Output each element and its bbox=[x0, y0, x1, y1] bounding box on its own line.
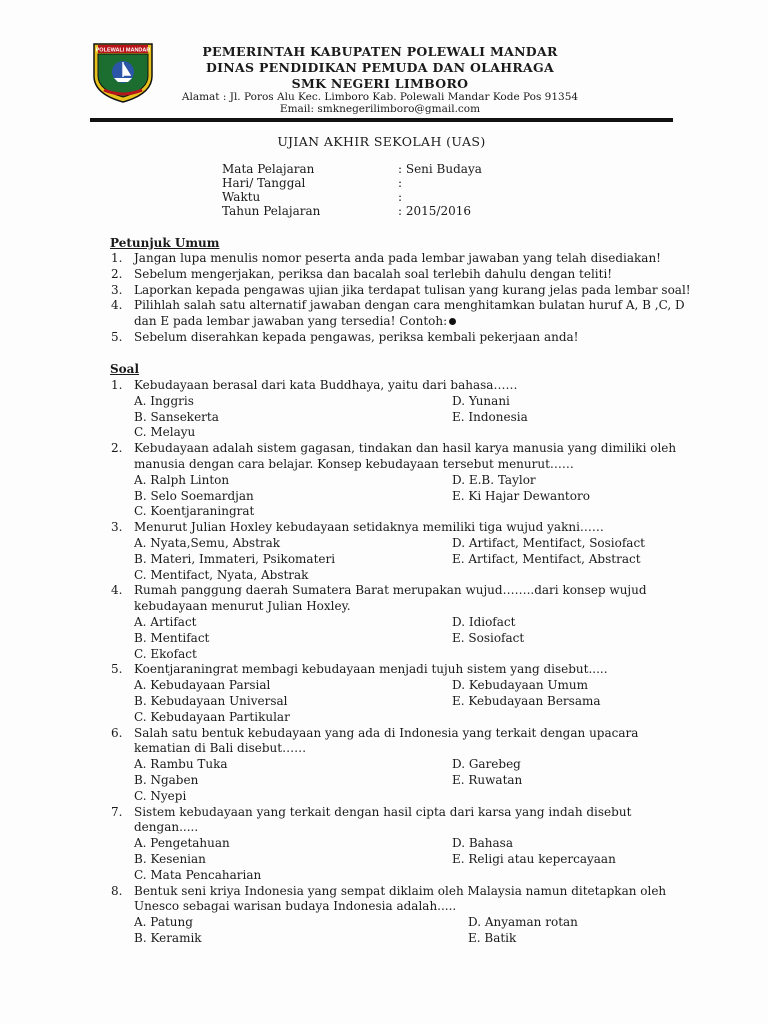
questions-heading: Soal bbox=[110, 362, 140, 376]
question-text: Bentuk seni kriya Indonesia yang sempat diklaim oleh Malaysia namun ditetapkan oleh bbox=[134, 883, 667, 898]
info-value: : Seni Budaya bbox=[398, 162, 482, 176]
header-divider bbox=[90, 118, 673, 122]
info-label: Hari/ Tanggal bbox=[222, 176, 306, 190]
option-a: A. Nyata,Semu, Abstrak bbox=[134, 536, 281, 550]
question-text: kematian di Bali disebut…… bbox=[134, 741, 307, 756]
instruction-number: 4. bbox=[111, 298, 123, 313]
option-d: D. Idiofact bbox=[452, 615, 516, 629]
option-b: B. Kebudayaan Universal bbox=[134, 694, 288, 708]
info-label: Waktu bbox=[222, 190, 261, 204]
option-b: B. Materi, Immateri, Psikomateri bbox=[134, 551, 336, 566]
option-a: A. Ralph Linton bbox=[134, 472, 230, 487]
question-number: 7. bbox=[111, 804, 123, 819]
option-e: E. Kebudayaan Bersama bbox=[452, 694, 601, 708]
question-text: Kebudayaan adalah sistem gagasan, tindakan dan hasil karya manusia yang dimiliki oleh bbox=[134, 441, 677, 456]
instruction-text: Laporkan kepada pengawas ujian jika terdapat tulisan yang kurang jelas pada lembar soal! bbox=[134, 282, 691, 297]
header-department: DINAS PENDIDIKAN PEMUDA DAN OLAHRAGA bbox=[205, 60, 555, 75]
option-b: B. Selo Soemardjan bbox=[134, 488, 254, 503]
question-number: 6. bbox=[111, 725, 123, 740]
option-d: D. Anyaman rotan bbox=[468, 915, 578, 930]
option-e: E. Artifact, Mentifact, Abstract bbox=[452, 551, 641, 566]
question-number: 1. bbox=[111, 378, 123, 392]
question-text: Salah satu bentuk kebudayaan yang ada di Indonesia yang terkait dengan upacara bbox=[134, 725, 639, 740]
instructions-heading: Petunjuk Umum bbox=[110, 236, 220, 250]
info-label: Mata Pelajaran bbox=[222, 162, 315, 176]
option-b: B. Sansekerta bbox=[134, 409, 219, 424]
option-c: C. Mentifact, Nyata, Abstrak bbox=[134, 567, 309, 582]
option-d: D. Artifact, Mentifact, Sosiofact bbox=[452, 536, 646, 550]
question-number: 4. bbox=[111, 583, 123, 598]
header-government: PEMERINTAH KABUPATEN POLEWALI MANDAR bbox=[202, 44, 558, 59]
info-value: : 2015/2016 bbox=[398, 204, 471, 218]
info-value: : bbox=[398, 190, 403, 204]
option-b: B. Kesenian bbox=[134, 852, 206, 866]
option-c: C. Kebudayaan Partikular bbox=[134, 709, 290, 724]
option-c: C. Ekofact bbox=[134, 646, 197, 661]
example-filled-bubble-icon bbox=[449, 318, 456, 325]
question-text: Sistem kebudayaan yang terkait dengan hasil cipta dari karsa yang indah disebut bbox=[134, 804, 632, 819]
regency-logo bbox=[90, 42, 156, 104]
question-number: 3. bbox=[111, 520, 123, 535]
instruction-text: dan E pada lembar jawaban yang tersedia! Contoh: bbox=[134, 314, 456, 328]
option-a: A. Inggris bbox=[134, 393, 194, 408]
exam-title: UJIAN AKHIR SEKOLAH (UAS) bbox=[277, 134, 486, 149]
option-b: B. Mentifact bbox=[134, 630, 210, 645]
question-text: Rumah panggung daerah Sumatera Barat merupakan wujud……..dari konsep wujud bbox=[134, 583, 647, 598]
instruction-number: 3. bbox=[111, 282, 123, 297]
question-text: kebudayaan menurut Julian Hoxley. bbox=[134, 599, 351, 614]
instruction-text: Jangan lupa menulis nomor peserta anda pada lembar jawaban yang telah disediakan! bbox=[134, 251, 662, 265]
instruction-text: Sebelum diserahkan kepada pengawas, periksa kembali pekerjaan anda! bbox=[134, 330, 579, 344]
question-number: 5. bbox=[111, 662, 123, 677]
instruction-number: 5. bbox=[111, 330, 123, 344]
info-value: : bbox=[398, 176, 403, 190]
option-d: D. Kebudayaan Umum bbox=[452, 678, 589, 693]
option-e: E. Ruwatan bbox=[452, 773, 523, 787]
option-e: E. Batik bbox=[468, 931, 517, 945]
option-a: A. Artifact bbox=[134, 615, 197, 629]
question-number: 8. bbox=[111, 883, 123, 898]
option-a: A. Rambu Tuka bbox=[134, 757, 228, 772]
option-c: C. Mata Pencaharian bbox=[134, 867, 262, 882]
option-d: D. Bahasa bbox=[452, 836, 513, 851]
option-d: D. Yunani bbox=[452, 393, 510, 408]
question-text: Unesco sebagai warisan budaya Indonesia adalah..... bbox=[134, 899, 457, 914]
question-text: manusia dengan cara belajar. Konsep kebudayaan tersebut menurut…… bbox=[134, 457, 574, 471]
instruction-text: Sebelum mengerjakan, periksa dan bacalah soal terlebih dahulu dengan teliti! bbox=[134, 266, 613, 281]
option-d: D. Garebeg bbox=[452, 757, 521, 772]
option-e: E. Sosiofact bbox=[452, 630, 525, 645]
option-b: B. Ngaben bbox=[134, 773, 199, 787]
option-a: A. Patung bbox=[134, 915, 193, 930]
option-a: A. Kebudayaan Parsial bbox=[134, 678, 271, 693]
option-b: B. Keramik bbox=[134, 931, 202, 945]
option-c: C. Nyepi bbox=[134, 788, 187, 803]
info-label: Tahun Pelajaran bbox=[222, 204, 321, 218]
question-text: Menurut Julian Hoxley kebudayaan setidaknya memiliki tiga wujud yakni…… bbox=[134, 520, 604, 535]
header-address: Alamat : Jl. Poros Alu Kec. Limboro Kab. Polewali Mandar Kode Pos 91354 bbox=[181, 91, 579, 103]
question-text: Kebudayaan berasal dari kata Buddhaya, yaitu dari bahasa…… bbox=[134, 378, 518, 392]
option-c: C. Koentjaraningrat bbox=[134, 504, 255, 519]
question-text: dengan..... bbox=[134, 820, 199, 835]
header-school: SMK NEGERI LIMBORO bbox=[291, 76, 469, 91]
option-e: E. Religi atau kepercayaan bbox=[452, 852, 616, 866]
instruction-number: 1. bbox=[111, 251, 123, 265]
header-email: Email: smknegerilimboro@gmail.com bbox=[279, 103, 481, 115]
instruction-text: Pilihlah salah satu alternatif jawaban dengan cara menghitamkan bulatan huruf A, B ,C, D bbox=[134, 298, 685, 313]
option-e: E. Indonesia bbox=[452, 409, 528, 424]
option-d: D. E.B. Taylor bbox=[452, 472, 536, 487]
option-e: E. Ki Hajar Dewantoro bbox=[452, 488, 590, 503]
option-a: A. Pengetahuan bbox=[134, 836, 230, 851]
question-number: 2. bbox=[111, 441, 123, 456]
logo-text: POLEWALI MANDAR bbox=[95, 47, 151, 54]
question-text: Koentjaraningrat membagi kebudayaan menjadi tujuh sistem yang disebut..... bbox=[134, 662, 608, 677]
option-c: C. Melayu bbox=[134, 425, 196, 440]
instruction-number: 2. bbox=[111, 266, 123, 281]
